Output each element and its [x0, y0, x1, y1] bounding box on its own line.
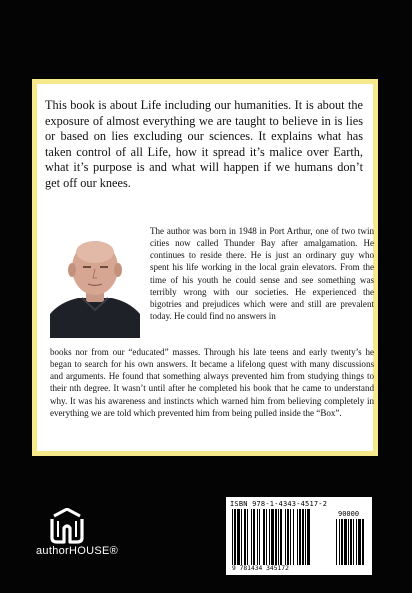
barcode-bar — [287, 509, 289, 565]
barcode-bar — [285, 509, 286, 565]
barcode-bar — [293, 509, 294, 565]
price-bar — [344, 519, 347, 565]
price-bar — [356, 519, 357, 565]
barcode-bar — [253, 509, 255, 565]
isbn-barcode — [226, 497, 372, 575]
author-photo — [50, 232, 140, 338]
barcode-bar — [307, 509, 310, 565]
book-blurb: This book is about Life including our humanities. It is about the exposure of almost everything we are taught to believe in is lies or based on lies excluding our sciences. It explains what has taken control of all Life, how it spread it’s malice over Earth, what it’s purpose is and what will happen if we humans don’t get off our knees. — [45, 98, 363, 190]
author-bio-continued: books nor from our “educated” masses. Through his late teens and early twenty’s he began to search for his own answers. It became a lifelong quest with many discussions and arguments. He found that something always prevented him from studying things to their nth degree. It wasn’t until after he completed his book that he came to understand why. It was his awareness and instincts which warned him from believing completely in everything we are told which prevented him from being pulled inside the “Box”. — [50, 347, 374, 418]
price-code: 90000 — [338, 510, 360, 518]
barcode-bar — [290, 509, 291, 565]
barcode-bar — [263, 509, 265, 565]
barcode-bar — [251, 509, 252, 565]
barcode-bar — [305, 509, 306, 565]
barcode-bar — [247, 509, 248, 565]
price-bar — [362, 519, 364, 565]
barcode-bar — [244, 509, 246, 565]
barcode-bar — [302, 509, 304, 565]
price-bar — [348, 519, 349, 565]
barcode-bar — [232, 509, 233, 565]
price-bar — [336, 519, 337, 565]
publisher-name: authorHOUSE® — [36, 545, 119, 557]
back-cover-panel — [32, 79, 378, 456]
barcode-bar — [278, 509, 279, 565]
barcode-bar — [297, 509, 298, 565]
ean-number: 9 781434 345172 — [232, 565, 289, 572]
barcode-bar — [271, 509, 274, 565]
price-bar — [339, 519, 340, 565]
barcode-bar — [234, 509, 236, 565]
barcode-bar — [241, 509, 242, 565]
price-bar — [350, 519, 352, 565]
isbn-text: ISBN 978-1-4343-4517-2 — [230, 500, 328, 508]
barcode-bar — [269, 509, 270, 565]
barcode-bar — [257, 509, 258, 565]
publisher-logo — [40, 508, 120, 580]
house-book-icon — [40, 508, 120, 580]
price-bar — [353, 519, 354, 565]
barcode-bar — [275, 509, 277, 565]
barcode-bar — [266, 509, 267, 565]
barcode-bar — [237, 509, 240, 565]
barcode-bars — [226, 497, 372, 575]
price-bar — [358, 519, 361, 565]
author-bio: The author was born in 1948 in Port Arthur, one of two twin cities now called Thunder Bay after amalgamation. He continues to reside there. He is just an ordinary guy who spent his life working in the local grain elevators. From the time of his youth he could sense and see something was terribly wrong with our societies. He experienced the bigotries and prejudices which were and still are prevalent today. He could find no answers in — [150, 226, 374, 321]
barcode-bar — [280, 509, 282, 565]
price-bar — [341, 519, 343, 565]
barcode-bar — [259, 509, 260, 565]
barcode-bar — [299, 509, 301, 565]
